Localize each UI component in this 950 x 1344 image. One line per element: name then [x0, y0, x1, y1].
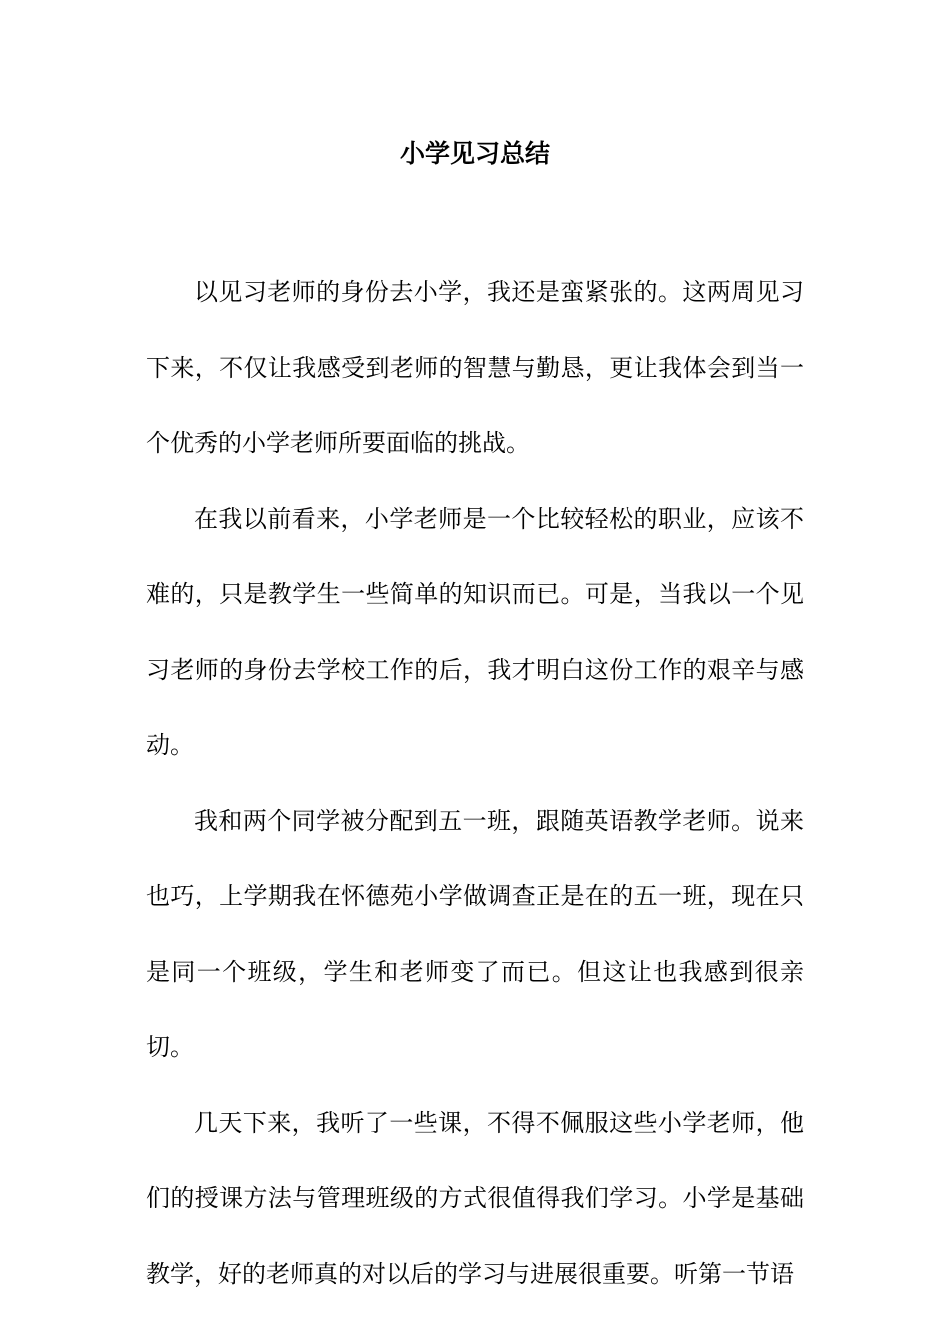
paragraph-1: 以见习老师的身份去小学，我还是蛮紧张的。这两周见习下来，不仅让我感受到老师的智慧与勤恳，更让我体会到当一个优秀的小学老师所要面临的挑战。 [146, 278, 804, 457]
document-body [146, 255, 804, 1312]
document-title: 小学见习总结 [399, 139, 550, 168]
paragraph-3: 我和两个同学被分配到五一班，跟随英语教学老师。说来也巧，上学期我在怀德苑小学做调查正是在的五一班，现在只是同一个班级，学生和老师变了而已。但这让也我感到很亲切。 [146, 806, 804, 1061]
paragraph-2: 在我以前看来，小学老师是一个比较轻松的职业，应该不难的，只是教学生一些简单的知识而已。可是，当我以一个见习老师的身份去学校工作的后，我才明白这份工作的艰辛与感动。 [146, 504, 804, 759]
paragraph-4: 几天下来，我听了一些课，不得不佩服这些小学老师，他们的授课方法与管理班级的方式很值得我们学习。小学是基础教学，好的老师真的对以后的学习与进展很重要。听第一节语 [146, 1108, 804, 1288]
